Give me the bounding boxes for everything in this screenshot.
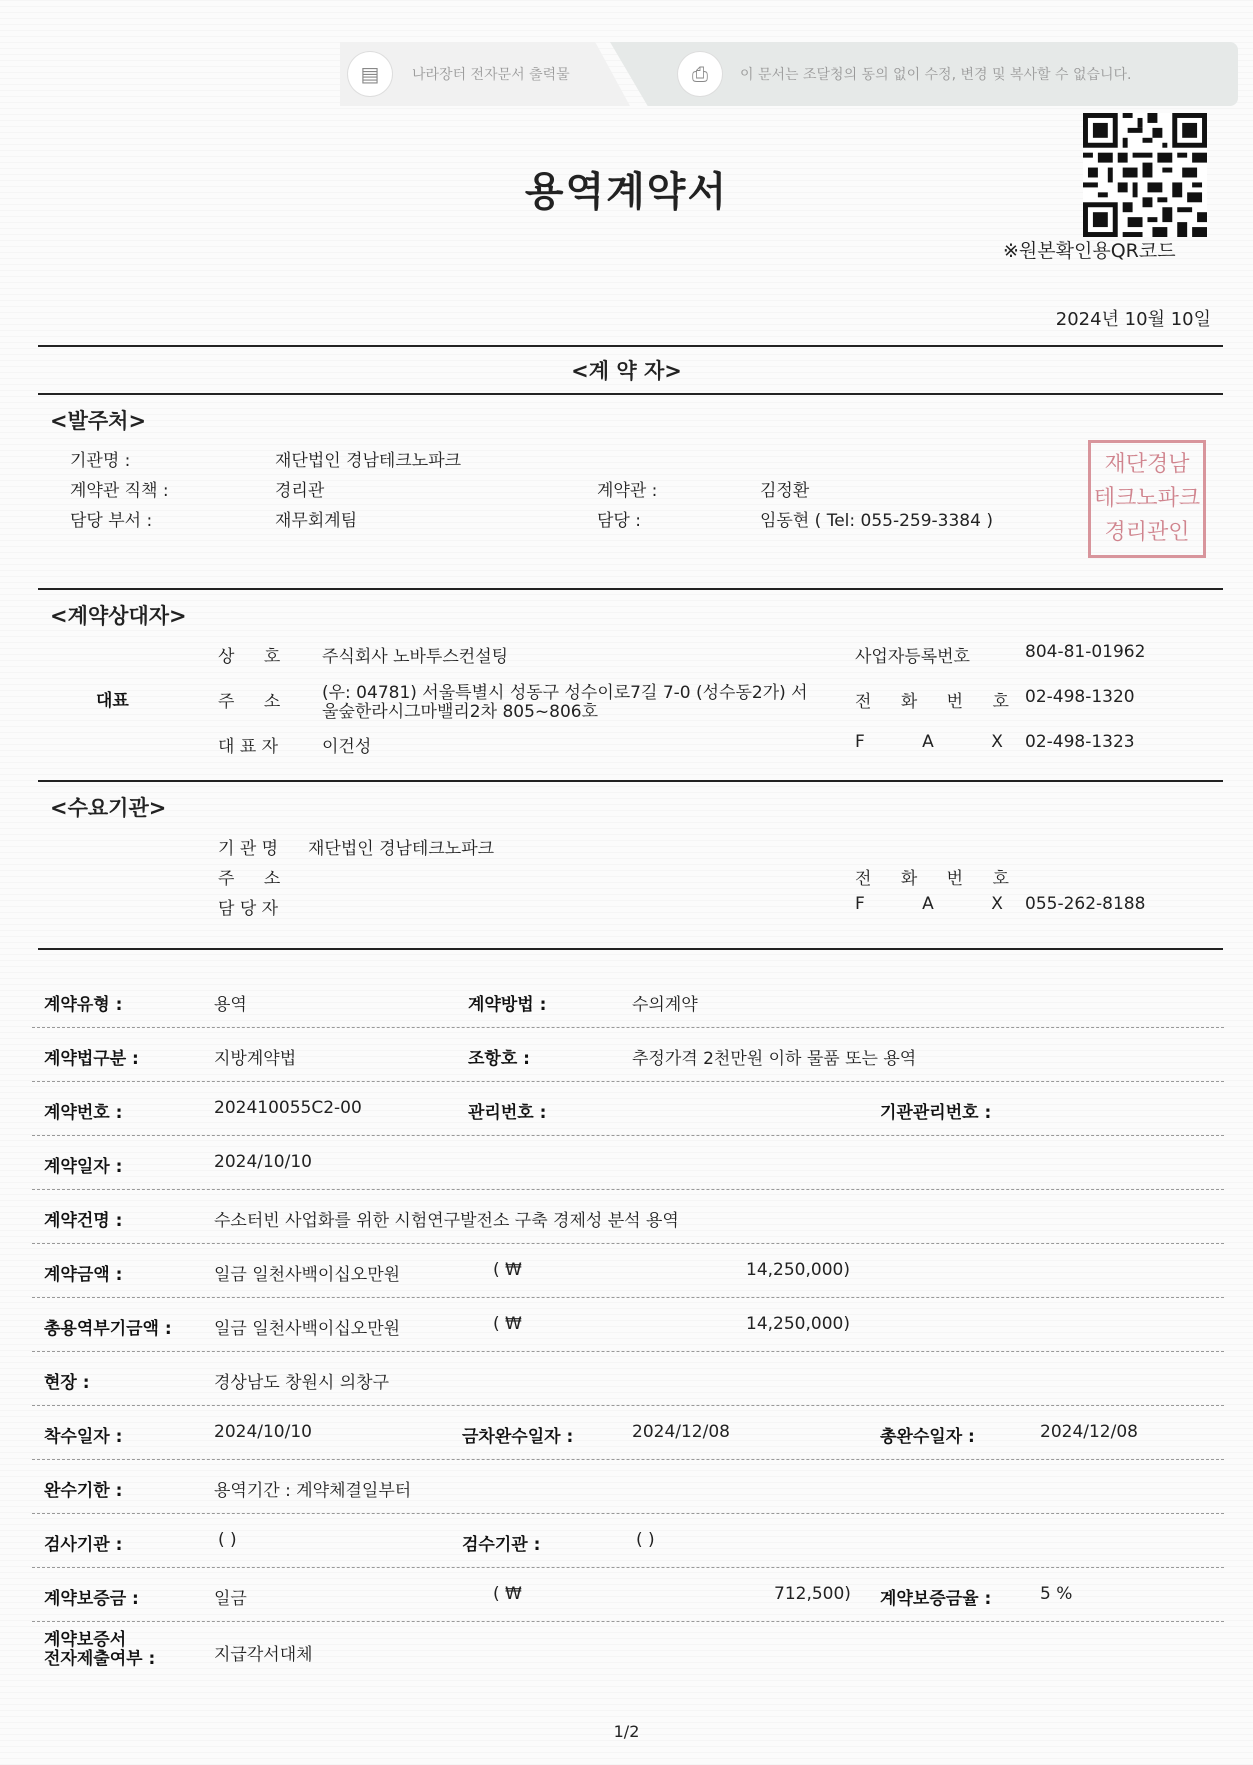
row-divider	[32, 1459, 1224, 1460]
divider	[38, 588, 1223, 590]
total-amount-label: 총용역부기금액 :	[44, 1319, 172, 1339]
start-value: 2024/10/10	[214, 1422, 312, 1442]
document-title: 용역계약서	[524, 169, 729, 215]
total-done-value: 2024/12/08	[1040, 1422, 1138, 1442]
deposit-rate-value: 5 %	[1040, 1584, 1073, 1604]
inspect-value: ( )	[218, 1530, 237, 1550]
bond-label-1: 계약보증서	[44, 1630, 127, 1650]
manager-label: 담당 :	[597, 511, 641, 531]
deposit-open: ( ₩	[493, 1584, 522, 1604]
ceo-label: 대 표 자	[218, 737, 279, 757]
type-label: 계약유형 :	[44, 995, 123, 1015]
contract-date-value: 2024/10/10	[214, 1152, 312, 1172]
bond-value: 지급각서대체	[214, 1645, 313, 1665]
org-mgmt-label: 기관관리번호 :	[880, 1103, 992, 1123]
divider	[38, 345, 1223, 347]
total-done-label: 총완수일자 :	[880, 1427, 975, 1447]
seal-line: 재단경남	[1104, 452, 1190, 477]
demand-phone-label: 전 화 번 호	[855, 869, 1021, 889]
total-amount-value: 14,250,000)	[746, 1314, 850, 1334]
org-value: 재단법인 경남테크노파크	[275, 451, 462, 471]
document-icon: ▤	[348, 52, 392, 96]
method-value: 수의계약	[632, 995, 698, 1015]
contract-date-label: 계약일자 :	[44, 1157, 123, 1177]
total-amount-words: 일금 일천사백이십오만원	[214, 1319, 401, 1339]
official-seal	[1088, 440, 1206, 558]
law-label: 계약법구분 :	[44, 1049, 139, 1069]
row-divider	[32, 1513, 1224, 1514]
demand-address-label: 주 소	[218, 869, 293, 889]
name-value: 주식회사 노바투스컨설팅	[322, 647, 509, 667]
this-done-label: 금차완수일자 :	[462, 1427, 574, 1447]
officer-value: 김정환	[760, 481, 810, 501]
inspect-label: 검사기관 :	[44, 1535, 123, 1555]
rep-label: 대표	[96, 691, 129, 711]
demand-org-value: 재단법인 경남테크노파크	[308, 839, 495, 859]
dept-value: 재무회계팀	[275, 511, 358, 531]
row-divider	[32, 1351, 1224, 1352]
row-divider	[32, 1243, 1224, 1244]
row-divider	[32, 1297, 1224, 1298]
manager-value: 임동현 ( Tel: 055-259-3384 )	[760, 511, 993, 531]
deposit-value: 712,500)	[774, 1584, 851, 1604]
amount-open: ( ₩	[493, 1260, 522, 1280]
number-label: 계약번호 :	[44, 1103, 123, 1123]
demand-manager-label: 담 당 자	[218, 899, 279, 919]
amount-words: 일금 일천사백이십오만원	[214, 1265, 401, 1285]
demand-fax-label: F A X	[855, 894, 1029, 914]
phone-value: 02-498-1320	[1025, 687, 1135, 707]
seal-line: 테크노파크	[1093, 486, 1201, 511]
divider	[38, 780, 1223, 782]
name-label: 상 호	[218, 647, 293, 667]
ceo-value: 이건성	[322, 737, 372, 757]
deposit-words: 일금	[214, 1589, 247, 1609]
deadline-value: 용역기간 : 계약체결일부터	[214, 1481, 412, 1501]
fax-label: F A X	[855, 732, 1029, 752]
bond-label-2: 전자제출여부 :	[44, 1649, 156, 1669]
contract-name-label: 계약건명 :	[44, 1211, 123, 1231]
biz-no-value: 804-81-01962	[1025, 642, 1146, 662]
clause-value: 추정가격 2천만원 이하 물품 또는 용역	[632, 1049, 917, 1069]
deadline-label: 완수기한 :	[44, 1481, 123, 1501]
biz-no-label: 사업자등록번호	[855, 647, 970, 667]
site-label: 현장 :	[44, 1373, 90, 1393]
divider	[38, 948, 1223, 950]
row-divider	[32, 1189, 1224, 1190]
officer-label: 계약관 :	[597, 481, 658, 501]
seal-line: 경리관인	[1104, 520, 1190, 545]
method-label: 계약방법 :	[468, 995, 547, 1015]
qr-code-icon	[1083, 113, 1207, 237]
fax-value: 02-498-1323	[1025, 732, 1135, 752]
banner-right-text: 이 문서는 조달청의 동의 없이 수정, 변경 및 복사할 수 없습니다.	[740, 67, 1132, 83]
row-divider	[32, 1567, 1224, 1568]
dept-label: 담당 부서 :	[70, 511, 153, 531]
officer-title-value: 경리관	[275, 481, 325, 501]
address-line-1: (우: 04781) 서울특별시 성동구 성수이로7길 7-0 (성수동2가) 서	[322, 683, 808, 703]
row-divider	[32, 1135, 1224, 1136]
deposit-label: 계약보증금 :	[44, 1589, 139, 1609]
row-divider	[32, 1405, 1224, 1406]
document-banner	[340, 42, 1238, 106]
printer-icon: ⎙	[678, 52, 722, 96]
divider	[38, 393, 1223, 395]
amount-value: 14,250,000)	[746, 1260, 850, 1280]
demand-heading: <수요기관>	[50, 796, 167, 820]
document-date: 2024년 10월 10일	[1055, 309, 1211, 330]
type-value: 용역	[214, 995, 247, 1015]
contract-name-value: 수소터빈 사업화를 위한 시험연구발전소 구축 경제성 분석 용역	[214, 1211, 679, 1231]
amount-label: 계약금액 :	[44, 1265, 123, 1285]
qr-note: ※원본확인용QR코드	[1003, 240, 1176, 262]
ordering-heading: <발주처>	[50, 409, 147, 433]
clause-label: 조항호 :	[468, 1049, 530, 1069]
address-label: 주 소	[218, 692, 293, 712]
total-amount-open: ( ₩	[493, 1314, 522, 1334]
row-divider	[32, 1081, 1224, 1082]
phone-label: 전 화 번 호	[855, 692, 1021, 712]
demand-fax-value: 055-262-8188	[1025, 894, 1146, 914]
this-done-value: 2024/12/08	[632, 1422, 730, 1442]
counterparty-heading: <계약상대자>	[50, 604, 187, 628]
row-divider	[32, 1621, 1224, 1622]
contractor-header: <계 약 자>	[571, 359, 682, 383]
accept-label: 검수기관 :	[462, 1535, 541, 1555]
number-value: 202410055C2-00	[214, 1098, 362, 1118]
row-divider	[32, 1027, 1224, 1028]
site-value: 경상남도 창원시 의창구	[214, 1373, 390, 1393]
accept-value: ( )	[636, 1530, 655, 1550]
banner-left-text: 나라장터 전자문서 출력물	[412, 67, 570, 83]
page-number: 1/2	[613, 1722, 640, 1741]
demand-org-label: 기 관 명	[218, 839, 279, 859]
deposit-rate-label: 계약보증금율 :	[880, 1589, 992, 1609]
mgmt-label: 관리번호 :	[468, 1103, 547, 1123]
address-line-2: 울숲한라시그마밸리2차 805~806호	[322, 702, 599, 722]
law-value: 지방계약법	[214, 1049, 297, 1069]
start-label: 착수일자 :	[44, 1427, 123, 1447]
org-label: 기관명 :	[70, 451, 131, 471]
officer-title-label: 계약관 직책 :	[70, 481, 169, 501]
